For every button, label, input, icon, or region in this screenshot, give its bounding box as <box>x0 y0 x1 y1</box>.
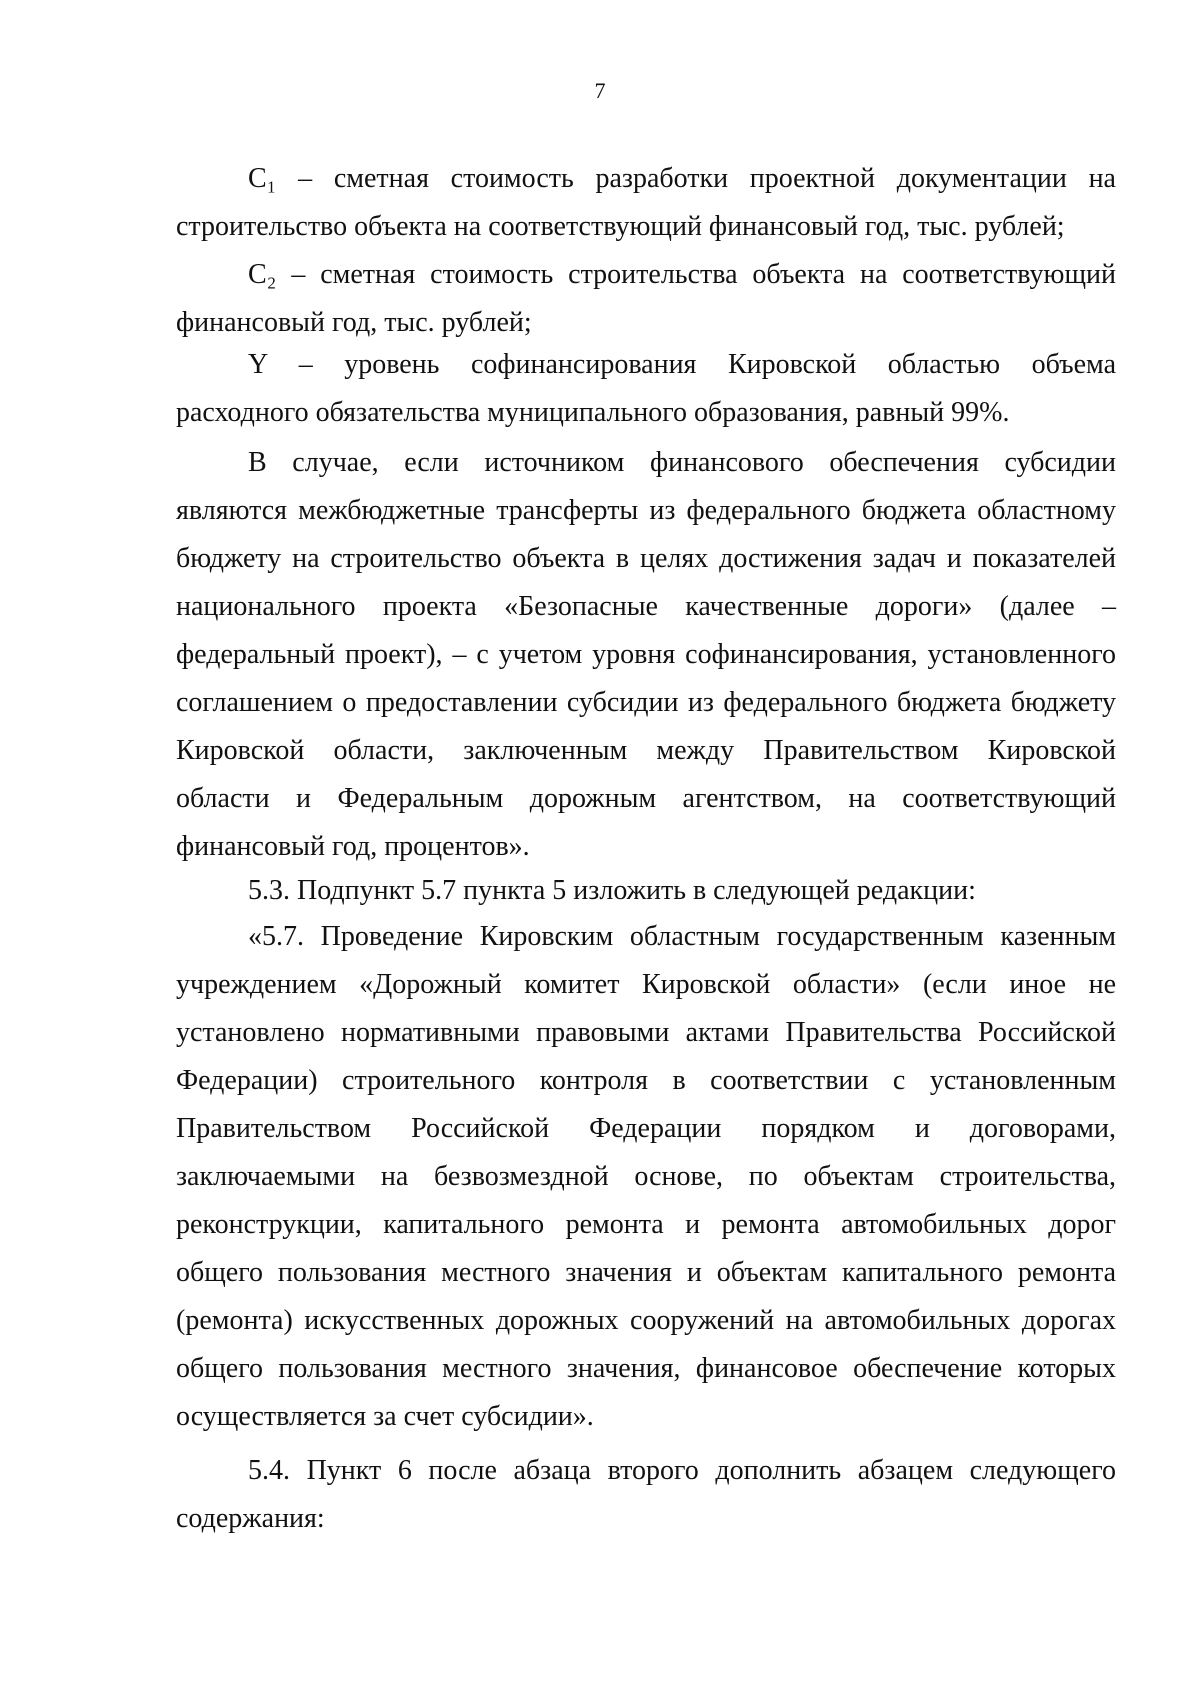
text-line: В случае, если источником финансового обеспечения субсидии <box>248 447 1116 478</box>
paragraph-5-4 <box>176 1447 1116 1543</box>
paragraph-c2-definition <box>176 251 1116 347</box>
text-line: осуществляется за счет субсидии». <box>176 1401 594 1432</box>
text-line: C₁ – сметная стоимость разработки проектной документации на <box>248 163 1116 194</box>
page-number: 7 <box>594 78 606 103</box>
text-line: установлено нормативными правовыми актами Правительства Российской <box>176 1017 1116 1048</box>
text-line: учреждением «Дорожный комитет Кировской области» (если иное не <box>176 969 1116 1000</box>
text-line: 5.3. Подпункт 5.7 пункта 5 изложить в следующей редакции: <box>248 875 976 906</box>
text-line: Кировской области, заключенным между Правительством Кировской <box>176 735 1116 766</box>
text-line: финансовый год, процентов». <box>176 831 530 862</box>
text-line: расходного обязательства муниципального образования, равный 99%. <box>176 397 1010 428</box>
text-line: соглашением о предоставлении субсидии из федерального бюджета бюджету <box>176 687 1116 718</box>
text-line: строительство объекта на соответствующий финансовый год, тыс. рублей; <box>176 211 1065 242</box>
text-line: финансовый год, тыс. рублей; <box>176 307 532 338</box>
text-line: общего пользования местного значения и объектам капитального ремонта <box>176 1257 1116 1288</box>
paragraph-5-7 <box>176 913 1116 1441</box>
paragraph-5-3 <box>176 867 1116 915</box>
text-line: федеральный проект), – с учетом уровня софинансирования, установленного <box>176 639 1116 670</box>
text-line: национального проекта «Безопасные качественные дороги» (далее – <box>176 591 1116 622</box>
paragraph-c1-definition <box>176 155 1116 251</box>
text-line: 5.4. Пункт 6 после абзаца второго дополнить абзацем следующего <box>248 1455 1116 1486</box>
text-line: являются межбюджетные трансферты из федерального бюджета областному <box>176 495 1116 526</box>
text-line: Y – уровень софинансирования Кировской областью объема <box>248 349 1116 380</box>
text-line: Правительством Российской Федерации порядком и договорами, <box>176 1113 1116 1144</box>
text-line: «5.7. Проведение Кировским областным государственным казенным <box>248 921 1116 952</box>
paragraph-federal-project <box>176 439 1116 871</box>
text-line: C₂ – сметная стоимость строительства объекта на соответствующий <box>248 259 1116 290</box>
document-body <box>176 155 1116 1543</box>
text-line: Федерации) строительного контроля в соответствии с установленным <box>176 1065 1116 1096</box>
paragraph-y-definition <box>176 341 1116 437</box>
text-line: области и Федеральным дорожным агентством, на соответствующий <box>176 783 1116 814</box>
text-line: заключаемыми на безвозмездной основе, по объектам строительства, <box>176 1161 1116 1192</box>
text-line: реконструкции, капитального ремонта и ремонта автомобильных дорог <box>176 1209 1116 1240</box>
text-line: бюджету на строительство объекта в целях достижения задач и показателей <box>176 543 1116 574</box>
text-line: общего пользования местного значения, финансовое обеспечение которых <box>176 1353 1116 1384</box>
text-line: (ремонта) искусственных дорожных сооружений на автомобильных дорогах <box>176 1305 1116 1336</box>
text-line: содержания: <box>176 1503 325 1534</box>
